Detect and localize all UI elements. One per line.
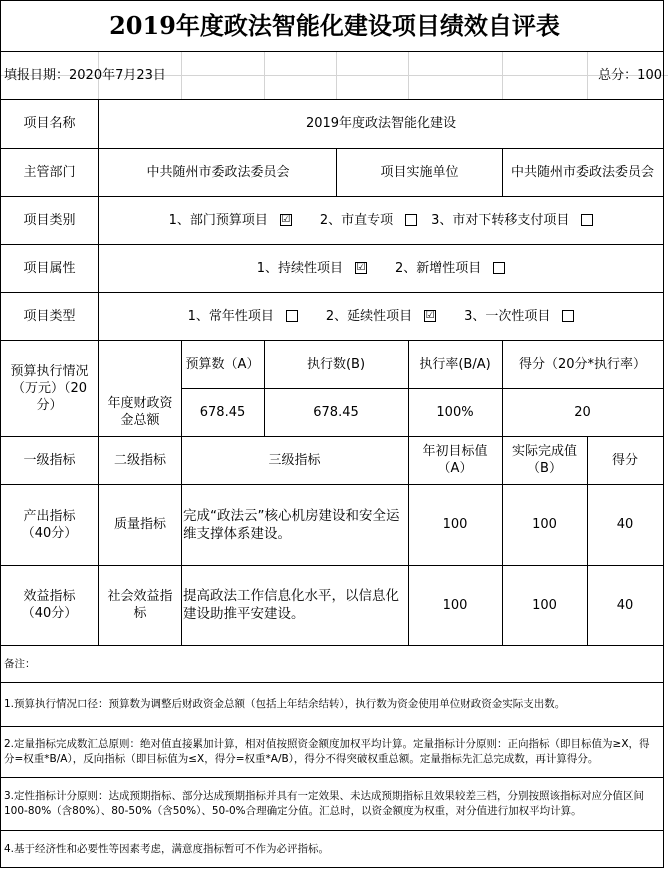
budget-col-budget: 预算数（A）: [185, 356, 260, 372]
attribute-option: [257, 260, 367, 277]
border: [0, 777, 664, 778]
option-label: 2、新增性项目: [395, 260, 482, 276]
indicator-actual: 100: [532, 597, 557, 613]
note-item: 1.预算执行情况口径：预算数为调整后财政资金总额（包括上年结余结转），执行数为资金使用单位财政资金实际支出数。: [4, 698, 566, 710]
indicator-score: 40: [616, 517, 634, 532]
checkbox[interactable]: [286, 310, 298, 322]
option-label: 2、市直专项: [319, 212, 394, 228]
indicator-level3: 完成“政法云”核心机房建设和安全运维支撑体系建设。: [183, 507, 400, 542]
checkbox[interactable]: [405, 214, 417, 226]
checkbox[interactable]: ☑: [356, 262, 366, 273]
indicator-target: 100: [442, 517, 468, 532]
type-option: [326, 308, 436, 325]
budget-col-rate: 执行率(B/A): [419, 356, 491, 372]
attribute-label: 项目属性: [23, 260, 76, 276]
dept-value: 中共随州市委政法委员会: [146, 164, 290, 180]
border: [0, 830, 664, 831]
option-label: 3、一次性项目: [464, 308, 551, 324]
border: [0, 148, 664, 149]
option-label: 1、部门预算项目: [168, 212, 268, 228]
border: [181, 340, 182, 645]
border: [0, 565, 664, 566]
note-item: 3.定性指标计分原则：达成预期指标、部分达成预期指标并具有一定效果、未达成预期指标且效果较差三档，分别按照该指标对应分值区间100-80%（含80%）、80-50%（含50%）、50-0%合理确定分值。汇总时，以资金额度为权重，对分值进行加权平均计算。: [4, 790, 645, 817]
border: [0, 682, 664, 683]
budget-row-label: 年度财政资金总额: [107, 396, 173, 428]
project-name-value: 2019年度政法智能化建设: [305, 116, 457, 131]
notes-label: 备注：: [4, 657, 36, 670]
note-item: 2.定量指标完成数汇总原则：绝对值直接累加计算，相对值按照资金额度加权平均计算。定量指标计分原则：正向指标（即目标值为≥X，得分=权重*B/A），反向指标（即目标值为≤X，得分=权重*A/B），得分不得突破权重总额。定量指标先汇总完成数，再计算得分。: [4, 738, 650, 765]
border: [0, 340, 664, 341]
attribute-option: [395, 260, 505, 277]
header-level2: 二级指标: [113, 452, 166, 468]
border: [502, 340, 503, 645]
header-level1: 一级指标: [23, 452, 76, 468]
type-label: 项目类型: [23, 308, 76, 324]
checkbox[interactable]: [493, 262, 505, 274]
category-option: [320, 212, 417, 229]
checkbox[interactable]: [562, 310, 574, 322]
indicator-level2: 社会效益指标: [107, 589, 173, 621]
option-label: 1、常年性项目: [187, 308, 274, 324]
page-title: 2019年度政法智能化建设项目绩效自评表: [109, 11, 560, 40]
category-option: [169, 212, 292, 229]
border: [408, 340, 409, 645]
border: [0, 0, 664, 1]
category-options: [99, 196, 663, 244]
option-label: 2、延续性项目: [325, 308, 413, 324]
indicator-target: 100: [442, 597, 468, 613]
project-name-label: 项目名称: [23, 116, 76, 131]
checkbox[interactable]: ☑: [425, 310, 435, 321]
type-option: [188, 308, 298, 325]
option-label: 3、市对下转移支付项目: [431, 212, 570, 228]
border: [0, 99, 664, 100]
border: [0, 645, 664, 646]
header-level3: 三级指标: [268, 452, 321, 468]
border: [0, 436, 664, 437]
border: [336, 148, 337, 196]
border: [98, 99, 99, 645]
budget-col-exec: 执行数(B): [306, 356, 366, 372]
option-label: 1、持续性项目: [256, 260, 343, 276]
border: [0, 0, 1, 868]
border: [0, 51, 664, 52]
checkbox[interactable]: [581, 214, 593, 226]
border: [264, 340, 265, 436]
indicator-actual: 100: [532, 517, 557, 532]
border: [502, 148, 503, 196]
fill-date: 填报日期：2020年7月23日: [4, 67, 166, 83]
budget-label: 预算执行情况（万元）（20分）: [10, 363, 89, 413]
rate-value: 100%: [436, 404, 474, 420]
header-target: 年初目标值（A）: [422, 444, 488, 476]
indicator-level1: 效益指标（40分）: [21, 589, 78, 621]
impl-unit-value: 中共随州市委政法委员会: [510, 164, 654, 180]
indicator-score: 40: [616, 597, 634, 613]
total-score: 总分：100: [598, 67, 662, 83]
header-actual: 实际完成值（B）: [511, 444, 577, 476]
header-score: 得分: [611, 452, 638, 468]
note-item: 4.基于经济性和必要性等因素考虑，满意度指标暂可不作为必评指标。: [4, 842, 330, 855]
exec-value: 678.45: [313, 404, 359, 420]
budget-col-score: 得分（20分*执行率）: [518, 356, 647, 372]
type-options: [99, 292, 663, 340]
indicator-level3: 提高政法工作信息化水平，以信息化建设助推平安建设。: [183, 588, 399, 622]
border: [0, 867, 664, 868]
impl-unit-label: 项目实施单位: [380, 164, 459, 180]
border: [0, 292, 664, 293]
border: [181, 388, 664, 389]
border: [0, 244, 664, 245]
indicator-level1: 产出指标（40分）: [21, 508, 78, 541]
indicator-level2: 质量指标: [113, 517, 166, 532]
checkbox[interactable]: ☑: [281, 214, 291, 225]
border: [663, 0, 664, 868]
category-option: [431, 212, 593, 229]
budget-value: 678.45: [199, 404, 246, 420]
border: [587, 436, 588, 645]
score-value: 20: [574, 404, 591, 420]
category-label: 项目类别: [23, 212, 76, 228]
type-option: [464, 308, 574, 325]
dept-label: 主管部门: [23, 164, 76, 180]
border: [0, 726, 664, 727]
border: [0, 484, 664, 485]
attribute-options: [99, 244, 663, 292]
border: [0, 196, 664, 197]
